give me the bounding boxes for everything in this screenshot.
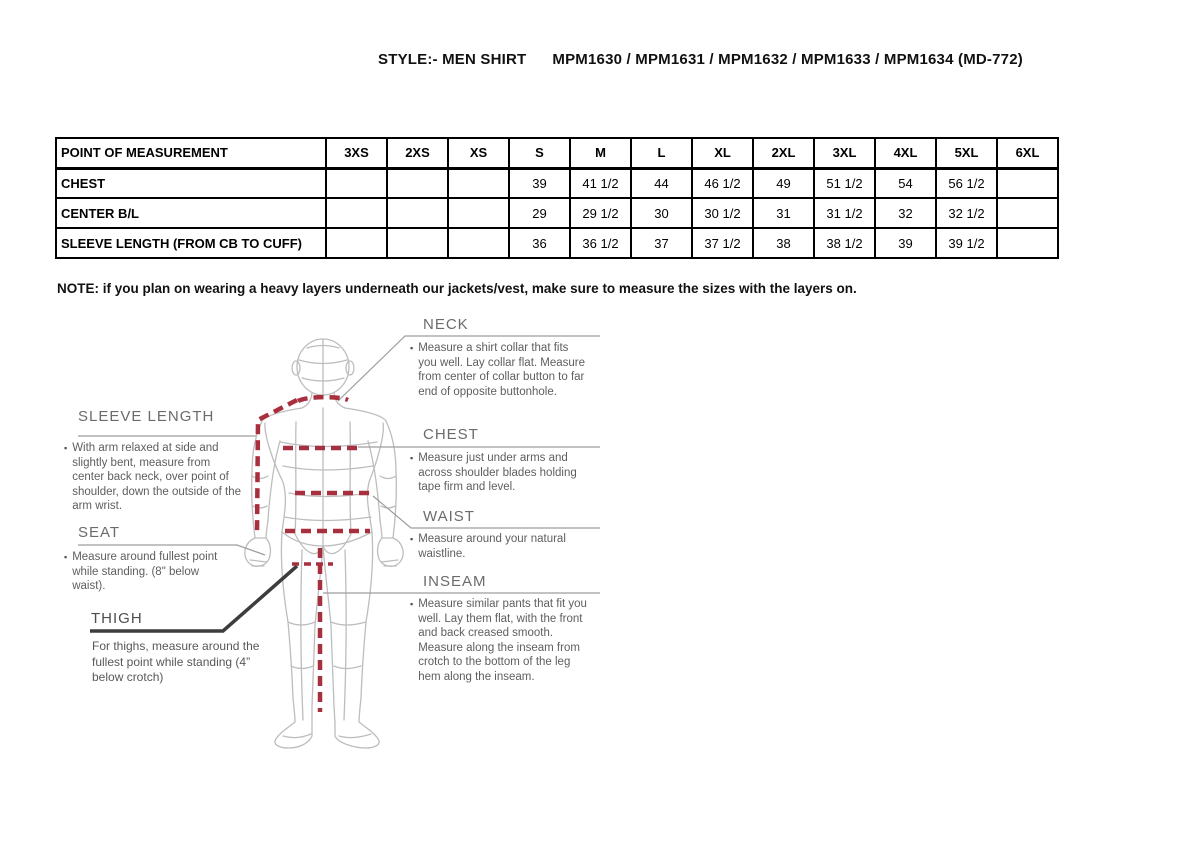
column-header: XL: [692, 138, 753, 168]
bullet-icon: ▪: [410, 599, 414, 609]
column-header: 6XL: [997, 138, 1058, 168]
seat-heading: SEAT: [78, 524, 121, 541]
size-value-cell: 51 1/2: [814, 168, 875, 198]
chest-description: ▪ Measure just under arms and across shoulder blades holding tape firm and level.: [410, 452, 577, 493]
thigh-heading: THIGH: [91, 610, 143, 627]
size-value-cell: 29: [509, 198, 570, 228]
header-row: [56, 138, 1058, 168]
seat-description: ▪ Measure around fullest point while standing. (8" below waist).: [64, 551, 218, 592]
inseam-heading: INSEAM: [423, 573, 487, 590]
note-text: NOTE: if you plan on wearing a heavy layers underneath our jackets/vest, make sure to measure the sizes with the layers on.: [57, 281, 857, 296]
size-value-cell: [326, 198, 387, 228]
size-chart-body: [56, 168, 1058, 258]
neck-heading: NECK: [423, 316, 469, 333]
column-header: 4XL: [875, 138, 936, 168]
size-value-cell: [997, 168, 1058, 198]
size-value-cell: 41 1/2: [570, 168, 631, 198]
size-value-cell: [387, 198, 448, 228]
size-value-cell: [326, 228, 387, 258]
size-value-cell: 54: [875, 168, 936, 198]
size-value-cell: 49: [753, 168, 814, 198]
size-value-cell: 29 1/2: [570, 198, 631, 228]
neck-description: ▪ Measure a shirt collar that fits you well. Lay collar flat. Measure from center of collar button to far end of opposite buttonhole.: [410, 342, 586, 398]
column-header: 2XL: [753, 138, 814, 168]
size-value-cell: 32 1/2: [936, 198, 997, 228]
size-value-cell: 30 1/2: [692, 198, 753, 228]
column-header: 5XL: [936, 138, 997, 168]
column-header: M: [570, 138, 631, 168]
measurement-label: SLEEVE LENGTH (FROM CB TO CUFF): [56, 228, 326, 258]
size-value-cell: [997, 228, 1058, 258]
column-header: L: [631, 138, 692, 168]
size-value-cell: [448, 168, 509, 198]
size-value-cell: 38 1/2: [814, 228, 875, 258]
size-value-cell: [997, 198, 1058, 228]
column-header: 3XL: [814, 138, 875, 168]
size-value-cell: 37 1/2: [692, 228, 753, 258]
column-header: 3XS: [326, 138, 387, 168]
size-value-cell: 39: [509, 168, 570, 198]
human-figure-wireframe: [245, 339, 403, 748]
column-header: S: [509, 138, 570, 168]
sleeve-length-description: ▪ With arm relaxed at side and slightly bent, measure from center back neck, over point of shoulder, down the outside of the arm wrist.: [64, 442, 241, 512]
size-value-cell: 39: [875, 228, 936, 258]
column-header: 2XS: [387, 138, 448, 168]
size-value-cell: 37: [631, 228, 692, 258]
style-label: STYLE:- MEN SHIRT: [378, 51, 527, 68]
table-row: [56, 168, 1058, 198]
size-value-cell: 31 1/2: [814, 198, 875, 228]
bullet-icon: ▪: [410, 534, 414, 544]
size-value-cell: [448, 198, 509, 228]
size-value-cell: 56 1/2: [936, 168, 997, 198]
size-value-cell: 38: [753, 228, 814, 258]
bullet-icon: ▪: [410, 343, 414, 353]
bullet-icon: ▪: [64, 552, 68, 562]
waist-description: ▪ Measure around your natural waistline.: [410, 533, 566, 560]
size-value-cell: [387, 228, 448, 258]
column-header: XS: [448, 138, 509, 168]
style-codes: MPM1630 / MPM1631 / MPM1632 / MPM1633 / MPM1634 (MD-772): [552, 51, 1023, 68]
table-row: [56, 228, 1058, 258]
waist-heading: WAIST: [423, 508, 475, 525]
size-value-cell: 39 1/2: [936, 228, 997, 258]
measurement-guide-diagram: [55, 310, 675, 780]
sleeve-length-heading: SLEEVE LENGTH: [78, 408, 215, 425]
bullet-icon: ▪: [64, 443, 68, 453]
size-value-cell: 36 1/2: [570, 228, 631, 258]
size-chart-table: [55, 137, 1059, 259]
chest-heading: CHEST: [423, 426, 479, 443]
size-value-cell: [448, 228, 509, 258]
size-value-cell: 44: [631, 168, 692, 198]
inseam-description: ▪ Measure similar pants that fit you well. Lay them flat, with the front and back creased smooth. Measure along the inseam from crotch to the bottom of the leg hem along the inseam.: [410, 598, 587, 683]
waist-leader-line: [373, 496, 600, 528]
size-chart-header: [56, 138, 1058, 168]
size-value-cell: [326, 168, 387, 198]
bullet-icon: ▪: [410, 453, 414, 463]
size-value-cell: [387, 168, 448, 198]
size-value-cell: 46 1/2: [692, 168, 753, 198]
table-row: [56, 198, 1058, 228]
measurement-label: CHEST: [56, 168, 326, 198]
size-value-cell: 36: [509, 228, 570, 258]
size-value-cell: 31: [753, 198, 814, 228]
thigh-description: For thighs, measure around the fullest point while standing (4” below crotch): [92, 639, 260, 684]
size-value-cell: 32: [875, 198, 936, 228]
column-header: POINT OF MEASUREMENT: [56, 138, 326, 168]
size-value-cell: 30: [631, 198, 692, 228]
document-title: [378, 51, 1023, 68]
measurement-label: CENTER B/L: [56, 198, 326, 228]
